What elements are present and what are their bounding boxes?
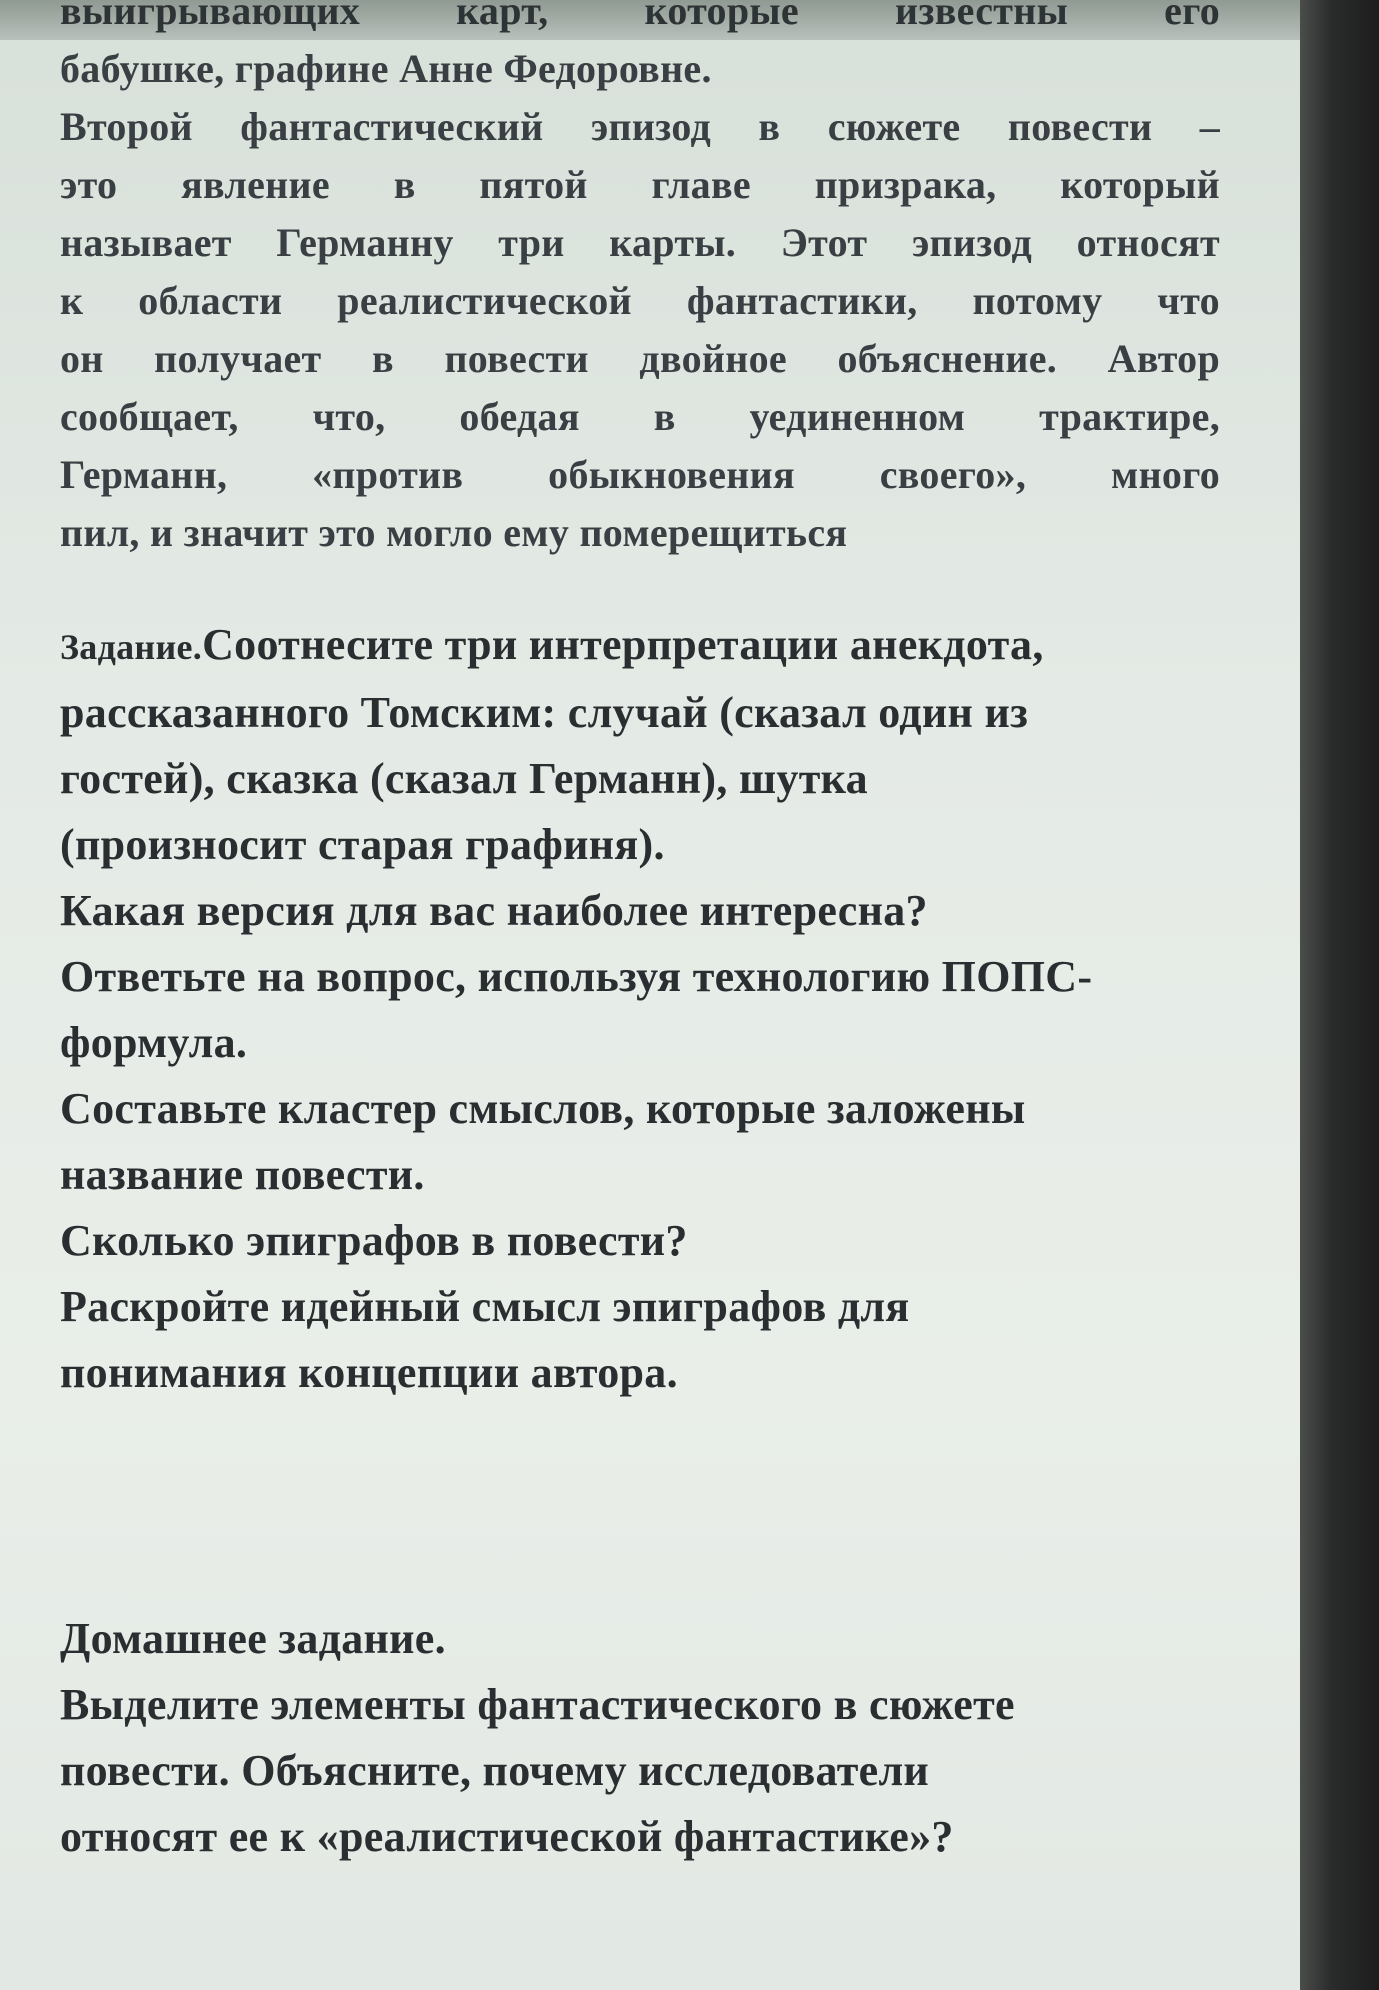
device-bezel — [1300, 0, 1379, 1990]
text-line: к области реалистической фантастики, потому что — [60, 278, 1220, 323]
paragraph-fantastic-episode — [60, 0, 1220, 562]
text-line: название повести. — [60, 1150, 425, 1199]
text-line: пил, и значит это могло ему померещиться — [60, 510, 848, 555]
text-line: понимания концепции автора. — [60, 1348, 678, 1397]
text-line: (произносит старая графиня). — [60, 820, 665, 869]
text-line: это явление в пятой главе призрака, который — [60, 162, 1220, 207]
task-label: Задание. — [60, 627, 203, 667]
homework-section — [60, 1606, 1240, 1870]
text-line: Какая версия для вас наиболее интересна? — [60, 886, 928, 935]
text-line: Второй фантастический эпизод в сюжете повести – — [60, 104, 1220, 149]
text-line: он получает в повести двойное объяснение. Автор — [60, 336, 1220, 381]
text-line: сообщает, что, обедая в уединенном трактире, — [60, 394, 1220, 439]
text-line: гостей), сказка (сказал Германн), шутка — [60, 754, 868, 803]
text-line: выигрывающих карт, которые известны его — [60, 0, 1220, 33]
task-text: Соотнесите три интерпретации анекдота, — [202, 620, 1044, 669]
text-line: Сколько эпиграфов в повести? — [60, 1216, 688, 1265]
text-line: формула. — [60, 1018, 248, 1067]
text-line: бабушке, графине Анне Федоровне. — [60, 46, 712, 91]
homework-title: Домашнее задание. — [60, 1614, 446, 1663]
document-page — [60, 0, 1240, 1870]
text-line: Выделите элементы фантастического в сюжете — [60, 1680, 1015, 1729]
task-section — [60, 612, 1240, 1406]
text-line: относят ее к «реалистической фантастике»? — [60, 1812, 954, 1861]
text-line: рассказанного Томским: случай (сказал один из — [60, 688, 1029, 737]
text-line: называет Германну три карты. Этот эпизод относят — [60, 220, 1220, 265]
text-line: повести. Объясните, почему исследователи — [60, 1746, 930, 1795]
text-line — [60, 612, 1240, 680]
text-line: Ответьте на вопрос, используя технологию ПОПС- — [60, 952, 1093, 1001]
text-line: Раскройте идейный смысл эпиграфов для — [60, 1282, 910, 1331]
text-line: Составьте кластер смыслов, которые заложены — [60, 1084, 1026, 1133]
text-line: Германн, «против обыкновения своего», много — [60, 452, 1220, 497]
